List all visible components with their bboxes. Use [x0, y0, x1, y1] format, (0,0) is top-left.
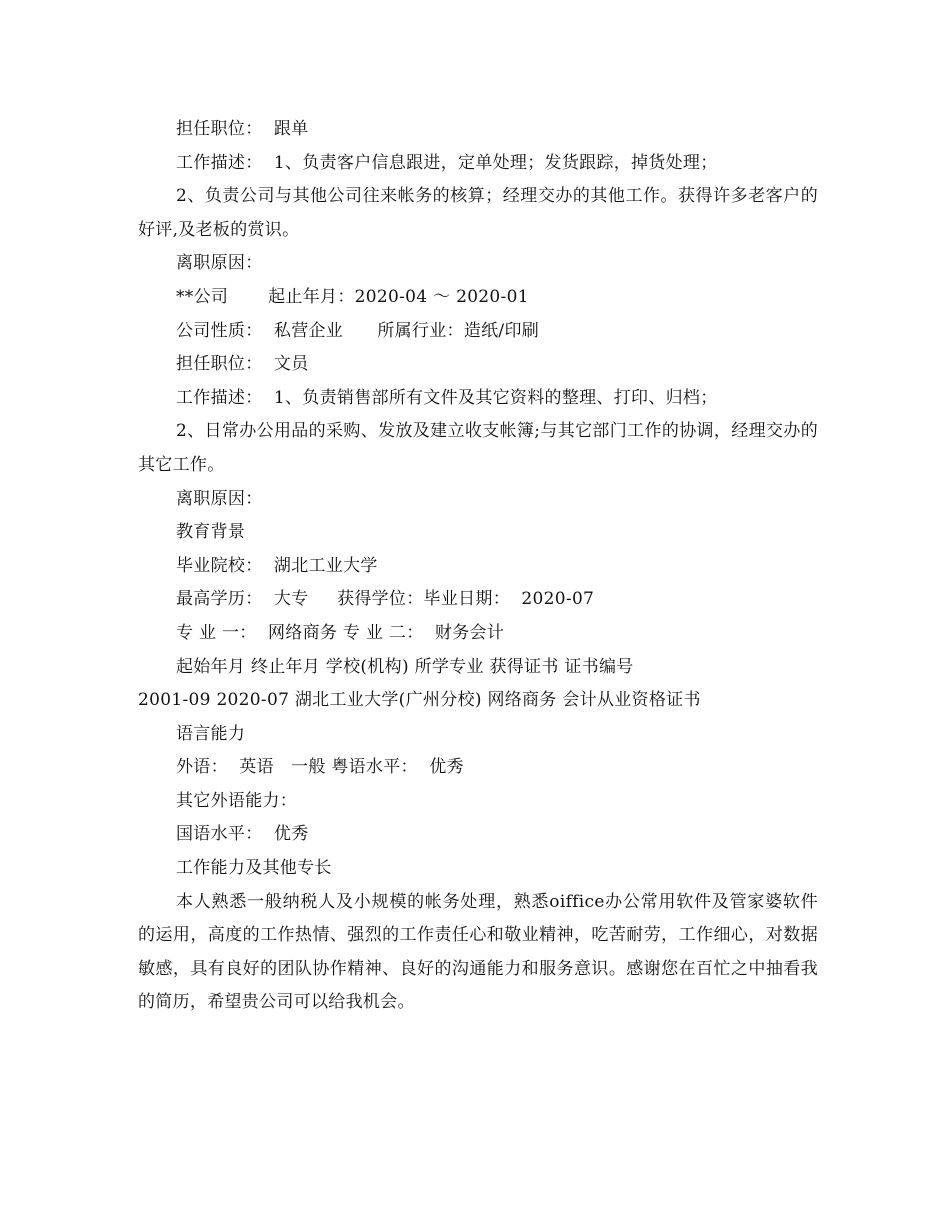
position-line-1: 担任职位： 跟单 [176, 119, 309, 139]
school-line: 毕业院校： 湖北工业大学 [176, 555, 378, 576]
foreign-language-line: 外语： 英语 一般 粤语水平： 优秀 [176, 757, 464, 778]
skills-heading: 工作能力及其他专长 [176, 858, 332, 879]
job-description-line-2: 工作描述： 1、负责销售部所有文件及其它资料的整理、打印、归档； [176, 387, 718, 408]
position-line-2: 担任职位： 文员 [176, 354, 309, 375]
job-description-line-1: 工作描述： 1、负责客户信息跟进，定单处理；发货跟踪，掉货处理； [176, 152, 718, 173]
company-period-line: **公司 起止年月：2020-04 ～ 2020-01 [176, 286, 529, 307]
language-heading: 语言能力 [176, 723, 246, 744]
job-description-paragraph-1: 2、负责公司与其他公司往来帐务的核算；经理交办的其他工作。获得许多老客户的好评,及老板的赏识。 [138, 186, 818, 240]
mandarin-line: 国语水平： 优秀 [176, 824, 309, 845]
resume-content [138, 113, 818, 1020]
company-nature-line: 公司性质： 私营企业 所属行业：造纸/印刷 [176, 320, 540, 341]
leave-reason-line-2: 离职原因： [176, 488, 263, 509]
other-language-line: 其它外语能力： [176, 790, 298, 811]
education-table-header: 起始年月 终止年月 学校(机构) 所学专业 获得证书 证书编号 [176, 656, 634, 677]
leave-reason-line-1: 离职原因： [176, 253, 263, 274]
major-line: 专 业 一： 网络商务 专 业 二： 财务会计 [176, 622, 505, 643]
skills-paragraph: 本人熟悉一般纳税人及小规模的帐务处理，熟悉oiffice办公常用软件及管家婆软件的运用，高度的工作热情、强烈的工作责任心和敬业精神，吃苦耐劳，工作细心，对数据敏感，具有良好的团队协作精神、良好的沟通能力和服务意识。感谢您在百忙之中抽看我的简历，希望贵公司可以给我机会。 [138, 891, 818, 1013]
education-table-row: 2001-09 2020-07 湖北工业大学(广州分校) 网络商务 会计从业资格证书 [138, 690, 701, 711]
degree-line: 最高学历： 大专 获得学位：毕业日期： 2020-07 [176, 589, 595, 610]
education-heading: 教育背景 [176, 522, 246, 543]
job-description-paragraph-2: 2、日常办公用品的采购、发放及建立收支帐簿;与其它部门工作的协调，经理交办的其它工作。 [138, 421, 818, 475]
